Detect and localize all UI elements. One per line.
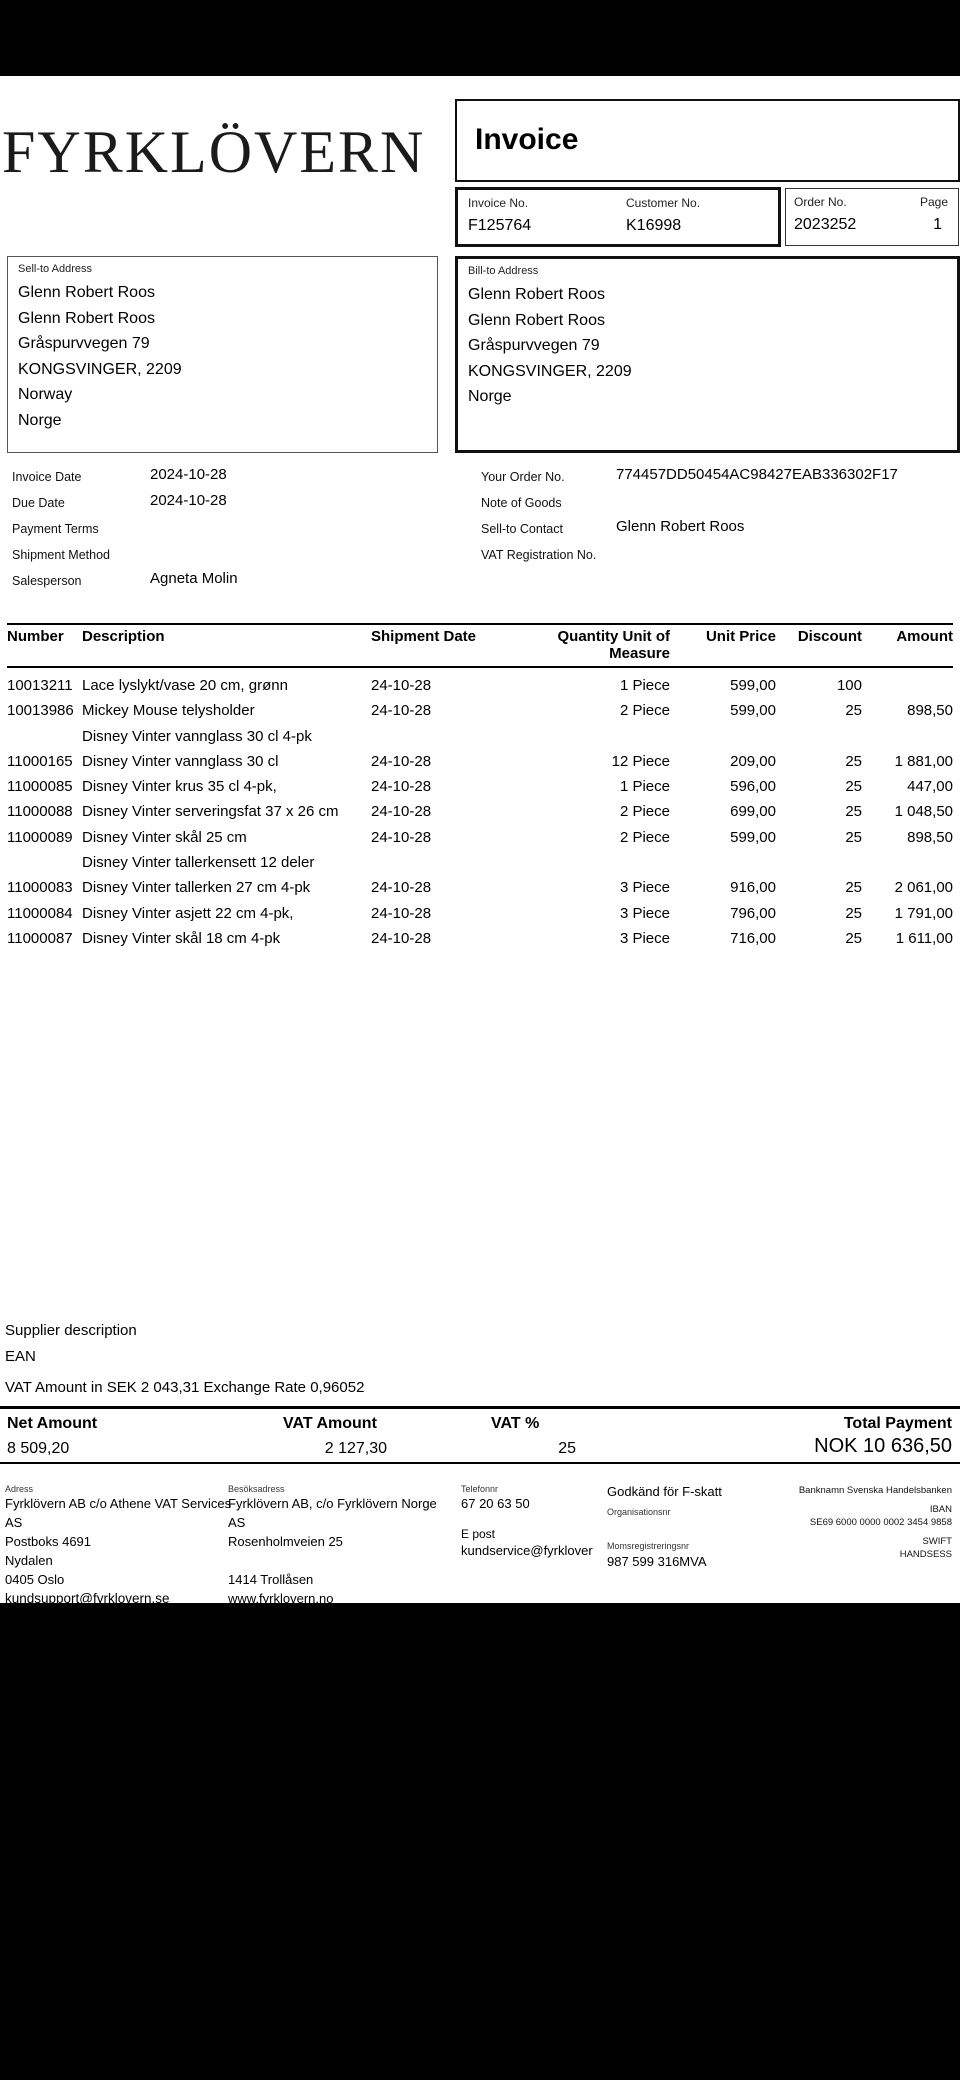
- number-cell: 10013986: [7, 702, 74, 720]
- quantity-cell: 1 Piece: [619, 778, 670, 796]
- your-order-no-value: 774457DD50454AC98427EAB336302F17: [616, 466, 898, 483]
- address-line: Fyrklövern AB c/o Athene VAT Services: [5, 1496, 232, 1511]
- customer-no-value: K16998: [626, 217, 682, 234]
- iban-label: IBAN: [929, 1504, 952, 1515]
- sell-to-contact-value: Glenn Robert Roos: [616, 518, 745, 535]
- shipment-date-cell: 24-10-28: [371, 828, 432, 846]
- fskatt-text: Godkänd för F-skatt: [607, 1484, 722, 1499]
- shipment-date-cell: 24-10-28: [371, 904, 432, 922]
- shipment-date-cell: 24-10-28: [371, 778, 432, 796]
- detail-row: [12, 570, 238, 596]
- due-date-value: 2024-10-28: [150, 492, 227, 509]
- amount-cell: 898,50: [907, 702, 953, 720]
- address-line: Glenn Robert Roos: [18, 309, 155, 327]
- service-email-link[interactable]: kundservice@fyrklover: [461, 1543, 593, 1558]
- unit-price-cell: 599,00: [730, 828, 776, 846]
- description-cell: Disney Vinter asjett 22 cm 4-pk,: [82, 904, 294, 922]
- table-row: [7, 673, 953, 698]
- quantity-cell: 3 Piece: [619, 904, 670, 922]
- vat-sek-exchange-line: VAT Amount in SEK 2 043,31 Exchange Rate 0,96052: [5, 1379, 365, 1396]
- address-line: AS: [228, 1515, 246, 1530]
- address-line: Fyrklövern AB, c/o Fyrklövern Norge: [228, 1496, 437, 1511]
- description-cell: Disney Vinter skål 18 cm 4-pk: [82, 929, 281, 947]
- address-line: KONGSVINGER, 2209: [18, 360, 182, 378]
- detail-row: [12, 466, 238, 492]
- address-line: KONGSVINGER, 2209: [468, 362, 632, 380]
- vat-number-value: 987 599 316MVA: [607, 1554, 707, 1569]
- vat-pct-value: 25: [558, 1440, 576, 1457]
- website-link[interactable]: www.fyrklovern.no: [228, 1591, 334, 1606]
- number-cell: 10013211: [7, 677, 73, 694]
- detail-row: [481, 466, 898, 492]
- table-row: [7, 875, 953, 900]
- address-line: Norge: [468, 388, 512, 405]
- invoice-date-value: 2024-10-28: [150, 466, 227, 483]
- description-cell: Disney Vinter tallerkensett 12 deler: [82, 854, 315, 872]
- invoice-page: [0, 76, 960, 1606]
- net-amount-label: Net Amount: [7, 1415, 98, 1432]
- detail-row: [481, 544, 898, 570]
- invoice-no-field: [468, 196, 531, 235]
- address-line: Glenn Robert Roos: [18, 284, 155, 301]
- quantity-cell: 1 Piece: [619, 677, 670, 694]
- unit-price-cell: 596,00: [730, 778, 776, 796]
- footer-contact-column: [461, 1484, 593, 1560]
- number-cell: 11000084: [7, 904, 73, 922]
- table-row: [7, 850, 953, 875]
- address-line: Glenn Robert Roos: [468, 311, 605, 329]
- description-cell: Lace lyslykt/vase 20 cm, grønn: [82, 677, 288, 694]
- address-line: Norge: [18, 411, 62, 429]
- unit-price-cell: 699,00: [730, 803, 776, 821]
- quantity-cell: 2 Piece: [619, 702, 670, 720]
- salesperson-value: Agneta Molin: [150, 570, 238, 587]
- bill-to-address-lines: [468, 282, 957, 410]
- swift-value: HANDSESS: [899, 1549, 952, 1560]
- order-no-field: [794, 195, 856, 234]
- address-line: Nydalen: [5, 1553, 53, 1568]
- number-cell: 11000089: [7, 828, 73, 846]
- support-email-link[interactable]: kundsupport@fyrklovern.se: [5, 1591, 170, 1606]
- discount-header: Discount: [797, 628, 862, 645]
- quantity-uom-header: Quantity Unit of Measure: [557, 628, 670, 662]
- invoice-title-box: [455, 99, 960, 182]
- quantity-cell: 2 Piece: [619, 828, 670, 846]
- footer-visit-address-column: [228, 1484, 437, 1608]
- number-cell: 11000087: [7, 929, 73, 947]
- quantity-cell: 2 Piece: [619, 803, 670, 821]
- address-line: Gråspurvvegen 79: [468, 337, 600, 354]
- line-items-table: [7, 623, 953, 951]
- address-line: Norway: [18, 386, 73, 403]
- description-cell: Disney Vinter vannglass 30 cl: [82, 752, 279, 770]
- description-cell: Disney Vinter vannglass 30 cl 4-pk: [82, 727, 312, 745]
- discount-cell: 25: [845, 752, 862, 770]
- address-line: [228, 1551, 437, 1570]
- vat-registration-label: VAT Registration No.: [481, 548, 597, 562]
- customer-no-field: [626, 196, 700, 235]
- description-cell: Disney Vinter skål 25 cm: [82, 828, 247, 846]
- amount-cell: 1 881,00: [894, 752, 953, 770]
- shipment-date-cell: 24-10-28: [371, 752, 432, 770]
- footer-bank-column: [799, 1484, 952, 1561]
- address-label: Adress: [5, 1484, 34, 1494]
- total-payment-label: Total Payment: [843, 1415, 952, 1432]
- organisation-number-label: Organisationsnr: [607, 1507, 671, 1517]
- shipment-date-cell: 24-10-28: [371, 879, 432, 897]
- swift-label: SWIFT: [922, 1536, 952, 1547]
- invoice-number-box: [455, 187, 781, 247]
- number-cell: 11000088: [7, 803, 73, 821]
- discount-cell: 25: [845, 904, 862, 922]
- table-row: [7, 825, 953, 850]
- salesperson-label: Salesperson: [12, 574, 82, 588]
- table-row: [7, 724, 953, 749]
- pre-totals-section: [5, 1322, 364, 1396]
- sell-to-contact-label: Sell-to Contact: [481, 522, 563, 536]
- address-line: Gråspurvvegen 79: [18, 335, 150, 352]
- totals-bar: [0, 1406, 960, 1464]
- bank-name-line: Banknamn Svenska Handelsbanken: [798, 1485, 952, 1496]
- iban-value: SE69 6000 0000 0002 3454 9858: [809, 1517, 952, 1528]
- your-order-no-label: Your Order No.: [481, 470, 565, 484]
- detail-row: [12, 518, 238, 544]
- footer-address-column: [5, 1484, 231, 1608]
- due-date-label: Due Date: [12, 496, 65, 510]
- amount-cell: 1 611,00: [895, 929, 953, 947]
- quantity-cell: 3 Piece: [619, 879, 670, 897]
- order-number-box: [785, 188, 959, 246]
- discount-cell: 25: [845, 828, 862, 846]
- discount-cell: 25: [845, 929, 862, 947]
- amount-cell: 1 048,50: [894, 803, 953, 821]
- bill-to-address-box: [455, 256, 960, 453]
- table-row: [7, 749, 953, 774]
- visit-address-label: Besöksadress: [228, 1484, 285, 1494]
- amount-cell: 1 791,00: [894, 904, 953, 922]
- sell-to-address-box: [7, 256, 438, 453]
- quantity-cell: 12 Piece: [611, 752, 670, 770]
- vat-pct-label: VAT %: [491, 1415, 540, 1432]
- invoice-title: Invoice: [475, 123, 579, 156]
- discount-cell: 100: [836, 677, 862, 694]
- footer-tax-column: [607, 1484, 722, 1569]
- phone-value: 67 20 63 50: [461, 1496, 530, 1511]
- address-line: 0405 Oslo: [5, 1572, 65, 1587]
- description-cell: Disney Vinter serveringsfat 37 x 26 cm: [82, 803, 339, 821]
- amount-cell: 2 061,00: [894, 879, 953, 897]
- page-number: 1: [933, 216, 942, 233]
- detail-row: [481, 492, 898, 518]
- ean-label: EAN: [5, 1348, 36, 1365]
- sell-to-address-label: Sell-to Address: [18, 263, 92, 275]
- address-line: Postboks 4691: [5, 1534, 92, 1549]
- invoice-no-label: Invoice No.: [468, 196, 529, 210]
- shipment-date-cell: 24-10-28: [371, 929, 432, 947]
- invoice-date-label: Invoice Date: [12, 470, 82, 484]
- unit-price-cell: 209,00: [730, 752, 776, 770]
- detail-row: [12, 544, 238, 570]
- amount-cell: 447,00: [907, 778, 953, 796]
- vat-number-label: Momsregistreringsnr: [607, 1541, 690, 1551]
- address-line: Glenn Robert Roos: [468, 286, 605, 303]
- description-cell: Disney Vinter tallerken 27 cm 4-pk: [82, 879, 311, 897]
- page-field: [920, 195, 948, 234]
- shipment-date-cell: 24-10-28: [371, 677, 432, 694]
- discount-cell: 25: [845, 803, 862, 821]
- order-no-value: 2023252: [794, 216, 857, 233]
- unit-price-cell: 599,00: [730, 702, 776, 720]
- table-row: [7, 901, 953, 926]
- detail-row: [12, 492, 238, 518]
- vat-amount-value: 2 127,30: [324, 1440, 387, 1457]
- number-header: Number: [7, 628, 64, 645]
- description-header: Description: [82, 628, 165, 645]
- discount-cell: 25: [845, 702, 862, 720]
- unit-price-cell: 716,00: [730, 929, 776, 947]
- table-body: [7, 668, 953, 951]
- discount-cell: 25: [845, 879, 862, 897]
- shipment-date-header: Shipment Date: [371, 628, 477, 645]
- amount-header: Amount: [896, 628, 953, 645]
- address-line: 1414 Trollåsen: [228, 1572, 314, 1587]
- invoice-no-value: F125764: [468, 217, 532, 234]
- customer-no-label: Customer No.: [626, 196, 701, 210]
- vat-amount-label: VAT Amount: [283, 1415, 377, 1432]
- order-no-label: Order No.: [794, 195, 847, 209]
- unit-price-cell: 796,00: [730, 904, 776, 922]
- address-line: Rosenholmveien 25: [228, 1534, 343, 1549]
- phone-label: Telefonnr: [461, 1484, 499, 1494]
- description-cell: Disney Vinter krus 35 cl 4-pk,: [82, 778, 277, 796]
- page-label: Page: [919, 195, 948, 209]
- supplier-description-label: Supplier description: [5, 1322, 137, 1339]
- invoice-details-left: [12, 466, 238, 596]
- net-amount-value: 8 509,20: [7, 1440, 70, 1457]
- address-line: AS: [5, 1515, 23, 1530]
- payment-terms-label: Payment Terms: [12, 522, 99, 536]
- number-cell: 11000085: [7, 778, 73, 796]
- shipment-method-label: Shipment Method: [12, 548, 110, 562]
- note-of-goods-label: Note of Goods: [481, 496, 562, 510]
- table-row: [7, 799, 953, 824]
- quantity-cell: 3 Piece: [619, 929, 670, 947]
- number-cell: 11000083: [7, 879, 73, 897]
- unit-price-header: Unit Price: [705, 628, 776, 645]
- detail-row: [481, 518, 898, 544]
- discount-cell: 25: [845, 778, 862, 796]
- bill-to-address-label: Bill-to Address: [468, 265, 539, 277]
- number-cell: 11000165: [7, 752, 73, 770]
- amount-cell: 898,50: [907, 828, 953, 846]
- sell-to-address-lines: [18, 280, 437, 433]
- unit-price-cell: 599,00: [730, 677, 776, 694]
- table-row: [7, 926, 953, 951]
- table-row: [7, 774, 953, 799]
- email-label: E post: [461, 1527, 496, 1541]
- description-cell: Mickey Mouse telysholder: [82, 702, 255, 720]
- total-payment-value: NOK 10 636,50: [814, 1435, 952, 1457]
- company-logo: FYRKLÖVERN: [2, 119, 426, 185]
- unit-price-cell: 916,00: [730, 879, 776, 897]
- table-row: [7, 698, 953, 723]
- shipment-date-cell: 24-10-28: [371, 702, 432, 720]
- shipment-date-cell: 24-10-28: [371, 803, 432, 821]
- invoice-details-right: [481, 466, 898, 570]
- table-header-row: [7, 623, 953, 668]
